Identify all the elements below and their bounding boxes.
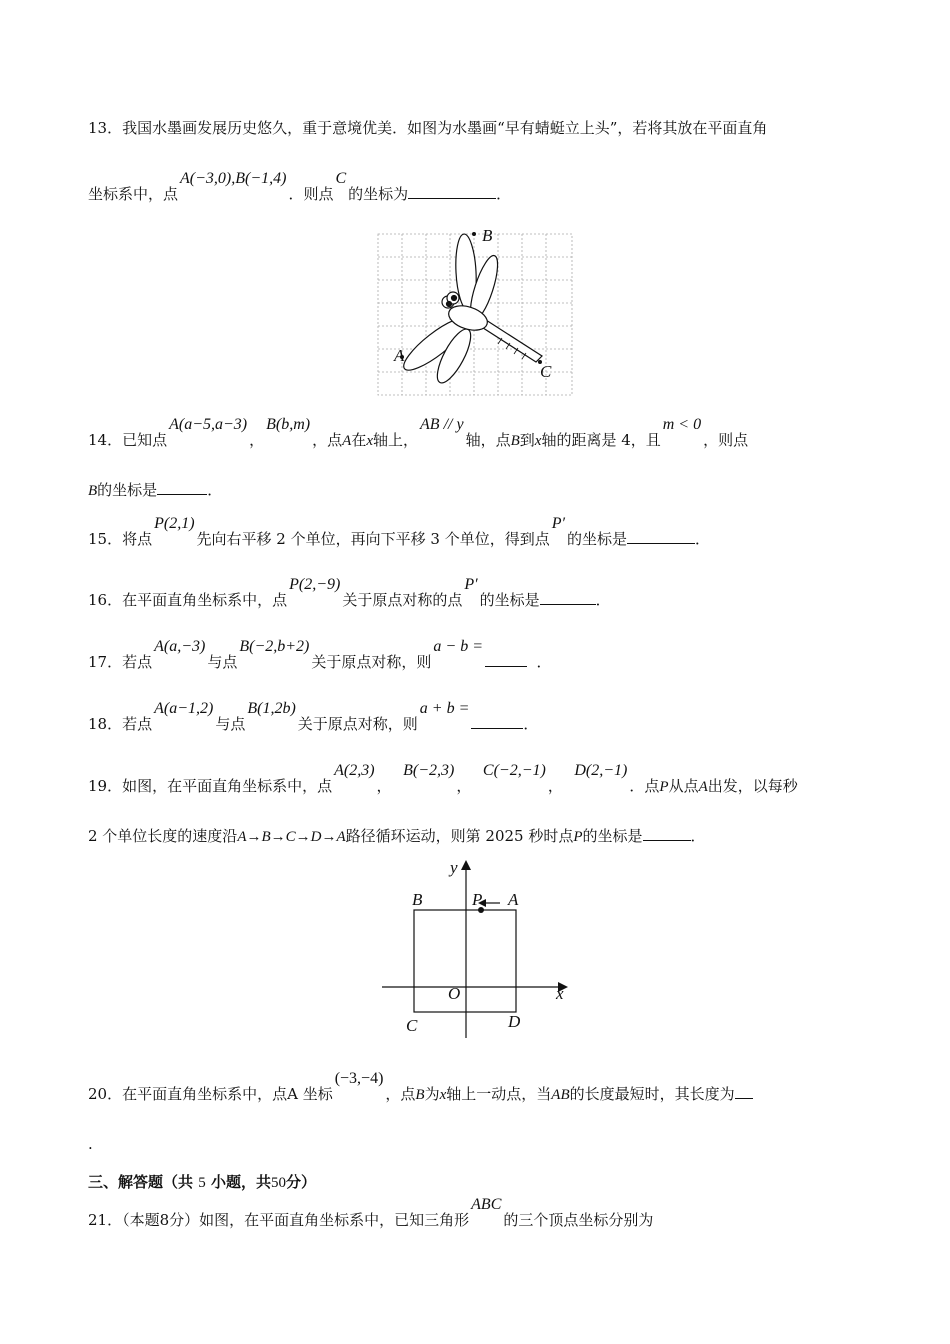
q17-line: 17．若点A(a,−3)与点B(−2,b+2)关于原点对称，则a − b = ． <box>88 638 552 671</box>
label-p: P <box>472 890 483 909</box>
q13-line1: 13．我国水墨画发展历史悠久，重于意境优美．如图为水墨画“早有蜻蜓立上头”，若将其放在平面直角 <box>88 119 768 137</box>
q19-line1: 19．如图，在平面直角坐标系中，点A(2,3)， B(−2,3)， C(−2,−1)， D(2,−1)．点P从点A出发，以每秒 <box>88 762 798 795</box>
q14-line1: 14．已知点A(a−5,a−3)，B(b,m)，点A在x轴上，AB // y轴，点B到x轴的距离是 4，且m < 0，则点 <box>88 416 749 449</box>
coordinate-figure <box>378 856 578 1042</box>
q13-coords: A(−3,0),B(−1,4) <box>180 170 287 187</box>
axis-y-label: y <box>450 858 458 877</box>
q14-line2: B的坐标是 ． <box>88 481 223 499</box>
label-d: D <box>508 1012 521 1031</box>
answer-blank <box>540 590 596 605</box>
label-a: A <box>394 346 405 365</box>
label-a: A <box>508 890 519 909</box>
section-heading: 三、解答题（共 5 小题，共50分） <box>88 1173 317 1191</box>
answer-blank <box>157 480 207 495</box>
q15-line: 15．将点P(2,1)先向右平移 2 个单位，再向下平移 3 个单位，得到点P′的坐标是 ． <box>88 515 711 548</box>
q20-line: 20．在平面直角坐标系中，点A 坐标(−3,−4)，点B为x轴上一动点，当AB的长度最短时，其长度为 <box>88 1084 753 1105</box>
answer-blank <box>471 714 523 729</box>
answer-blank <box>408 184 496 199</box>
q20-dot: . <box>88 1135 93 1153</box>
answer-blank <box>735 1084 753 1099</box>
answer-blank <box>627 529 695 544</box>
answer-blank <box>485 652 527 667</box>
label-b: B <box>482 226 493 245</box>
dragonfly-figure <box>376 226 576 400</box>
origin-label: O <box>448 984 461 1003</box>
q18-line: 18．若点A(a−1,2)与点B(1,2b)关于原点对称，则a + b =． <box>88 700 539 733</box>
label-c: C <box>540 362 552 381</box>
q19-line2: 2 个单位长度的速度沿A→B→C→D→A路径循环运动，则第 2025 秒时点P的坐标是 ． <box>88 827 706 845</box>
label-b: B <box>412 890 423 909</box>
q16-line: 16．在平面直角坐标系中，点P(2,−9)关于原点对称的点P′的坐标是 ． <box>88 576 611 609</box>
answer-blank <box>643 826 691 841</box>
axis-x-label: x <box>556 984 564 1003</box>
q21-line: 21．（本题8分）如图，在平面直角坐标系中，已知三角形ABC的三个顶点坐标分别为 <box>88 1196 654 1229</box>
q13-line2: 坐标系中，点A(−3,0),B(−1,4)．则点C的坐标为 ． <box>88 170 512 203</box>
label-c: C <box>406 1016 418 1035</box>
